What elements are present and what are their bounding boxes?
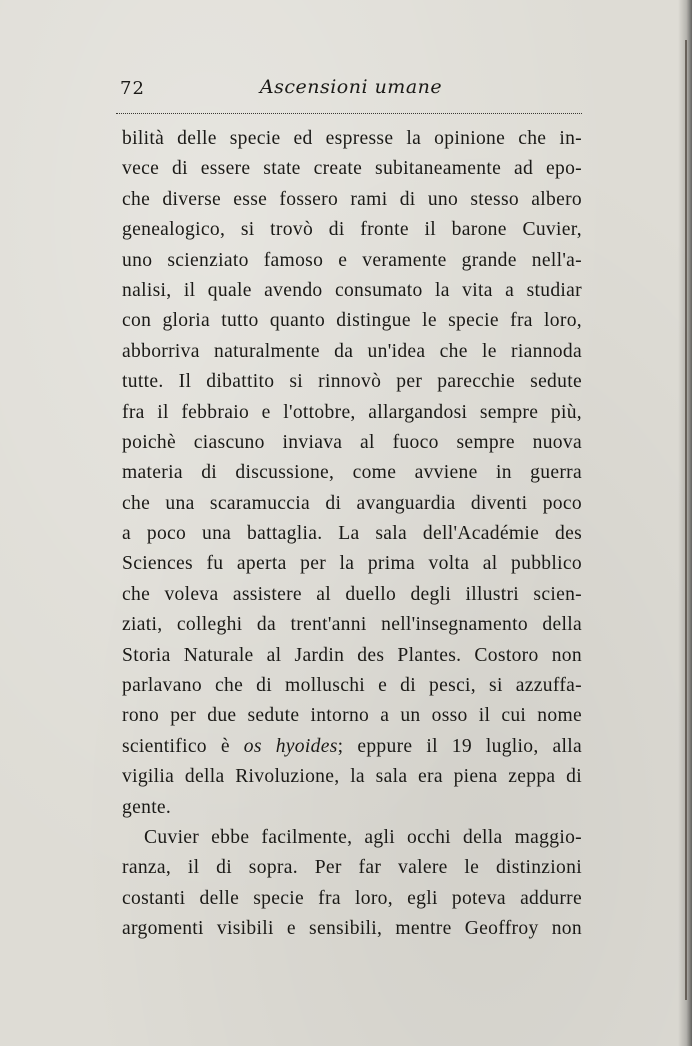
- text-line: genealogico, si trovò di fronte il barone Cuvier,: [122, 219, 582, 241]
- text-line: materia di discussione, come avviene in guerra: [122, 462, 582, 484]
- text-line: vigilia della Rivoluzione, la sala era piena zeppa di: [122, 766, 582, 788]
- text-line: uno scienziato famoso e veramente grande nell'a-: [122, 249, 582, 271]
- text-segment: ; eppure il 19 luglio, alla: [337, 735, 582, 757]
- body-text: [122, 124, 582, 945]
- text-line: con gloria tutto quanto distingue le specie fra loro,: [122, 310, 582, 332]
- text-line: abborriva naturalmente da un'idea che le riannoda: [122, 340, 582, 362]
- running-title: Ascensioni umane: [259, 76, 443, 98]
- header-rule: [116, 113, 582, 114]
- text-line: bilità delle specie ed espresse la opinione che in-: [122, 128, 582, 149]
- text-line: parlavano che di molluschi e di pesci, si azzuffa-: [122, 675, 582, 697]
- text-line: ziati, colleghi da trent'anni nell'insegnamento della: [122, 614, 582, 636]
- text-line: fra il febbraio e l'ottobre, allargandosi sempre più,: [122, 401, 582, 423]
- page-number: 72: [120, 78, 145, 99]
- text-line: nalisi, il quale avendo consumato la vita a studiar: [122, 279, 582, 301]
- text-line: rono per due sedute intorno a un osso il cui nome: [122, 705, 582, 727]
- text-line: che diverse esse fossero rami di uno stesso albero: [122, 188, 582, 210]
- text-line: Cuvier ebbe facilmente, agli occhi della maggio-: [144, 826, 582, 848]
- text-line: ranza, il di sopra. Per far valere le distinzioni: [122, 857, 582, 879]
- text-line: che voleva assistere al duello degli illustri scien-: [122, 583, 582, 605]
- text-line-with-italic: [122, 732, 582, 762]
- text-line: Sciences fu aperta per la prima volta al pubblico: [122, 553, 582, 575]
- text-line: gente.: [122, 796, 172, 818]
- text-segment: scientifico è: [122, 735, 244, 757]
- text-line: costanti delle specie fra loro, egli poteva addurre: [122, 887, 582, 909]
- italic-term: os hyoides: [243, 735, 338, 757]
- text-line: argomenti visibili e sensibili, mentre Geoffroy non: [122, 918, 582, 940]
- text-line: poichè ciascuno inviava al fuoco sempre nuova: [122, 431, 582, 453]
- text-line: tutte. Il dibattito si rinnovò per parecchie sedute: [122, 371, 582, 393]
- text-line: Storia Naturale al Jardin des Plantes. Costoro non: [122, 644, 582, 666]
- text-line: che una scaramuccia di avanguardia diventi poco: [122, 492, 582, 514]
- page-edge-line: [685, 40, 687, 1000]
- text-line: vece di essere state create subitaneamente ad epo-: [122, 158, 582, 180]
- running-header: [120, 74, 582, 104]
- text-line: a poco una battaglia. La sala dell'Académie des: [122, 523, 582, 545]
